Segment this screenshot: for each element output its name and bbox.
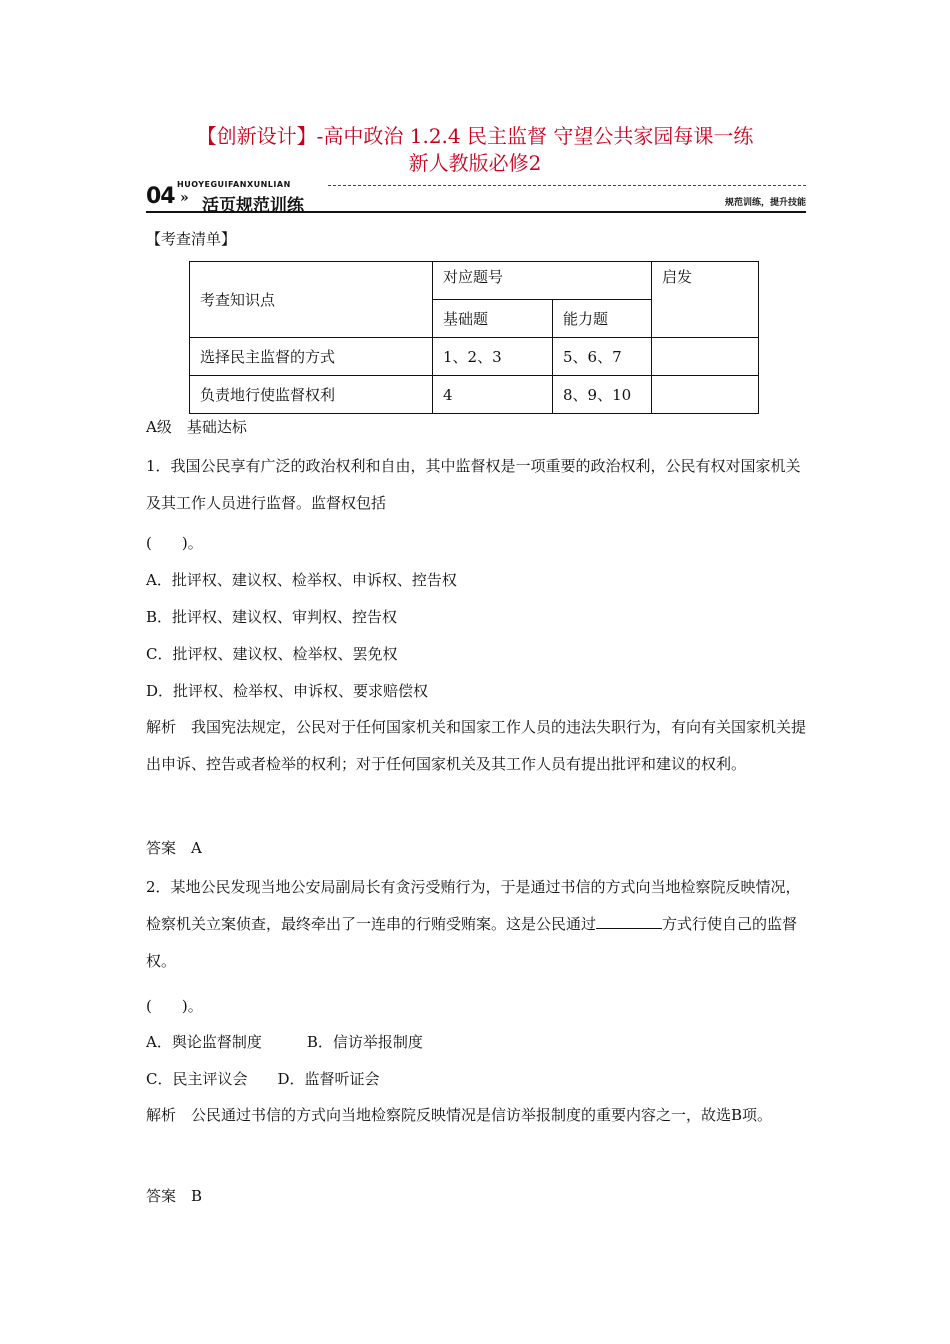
question-1-paren: ( )。 <box>146 534 203 552</box>
question-1-option-d: D．批评权、检举权、申诉权、要求赔偿权 <box>146 682 429 700</box>
chevron-icon: » <box>180 190 189 206</box>
question-2-options-cd: C．民主评议会 D．监督听证会 <box>146 1070 380 1088</box>
row-topic: 选择民主监督的方式 <box>190 338 433 376</box>
row-basic: 4 <box>433 376 553 414</box>
table-row <box>190 376 759 414</box>
question-1-option-c: C．批评权、建议权、检举权、罢免权 <box>146 645 398 663</box>
row-hint <box>652 338 759 376</box>
table-row <box>190 338 759 376</box>
header-hint: 启发 <box>652 262 759 338</box>
header-topic: 考查知识点 <box>190 262 433 338</box>
level-heading: A级 基础达标 <box>146 418 247 436</box>
checklist-table <box>189 261 759 414</box>
banner-rule <box>146 211 806 213</box>
row-hint <box>652 376 759 414</box>
question-1-answer: 答案 A <box>146 839 202 857</box>
question-2-stem-after: 方式行使自己的监督权。 <box>146 915 798 970</box>
document-title-line2: 新人教版必修2 <box>408 151 542 175</box>
question-1-option-b: B．批评权、建议权、审判权、控告权 <box>146 608 398 626</box>
document-title-line1: 【创新设计】-高中政治 1.2.4 民主监督 守望公共家园每课一练 <box>196 124 754 148</box>
question-1-analysis: 解析 我国宪法规定，公民对于任何国家机关和国家工作人员的违法失职行为，有向有关国家机关提出申诉、控告或者检举的权利；对于任何国家机关及其工作人员有提出批评和建议的权利。 <box>146 718 807 773</box>
header-ability: 能力题 <box>553 300 652 338</box>
section-heading: 活页规范训练 <box>202 196 304 216</box>
question-2-options-ab: A．舆论监督制度 B．信访举报制度 <box>146 1033 423 1051</box>
question-1-option-a: A．批评权、建议权、检举权、申诉权、控告权 <box>146 571 457 589</box>
question-2-stem-before: 2．某地公民发现当地公安局副局长有贪污受贿行为，于是通过书信的方式向当地检察院反映情况，检察机关立案侦查，最终牵出了一连串的行贿受贿案。这是公民通过 <box>146 878 801 933</box>
question-2-analysis: 解析 公民通过书信的方式向当地检察院反映情况是信访举报制度的重要内容之一，故选B项。 <box>146 1106 773 1124</box>
section-banner <box>146 180 806 216</box>
row-basic: 1、2、3 <box>433 338 553 376</box>
section-slogan: 规范训练，提升技能 <box>724 198 806 208</box>
answer-blank <box>596 914 662 929</box>
question-1-stem: 1．我国公民享有广泛的政治权利和自由，其中监督权是一项重要的政治权利，公民有权对国家机关及其工作人员进行监督。监督权包括 <box>146 457 801 512</box>
question-2-paren: ( )。 <box>146 997 203 1015</box>
row-topic: 负责地行使监督权利 <box>190 376 433 414</box>
header-basic: 基础题 <box>433 300 553 338</box>
row-ability: 5、6、7 <box>553 338 652 376</box>
row-ability: 8、9、10 <box>553 376 652 414</box>
section-number: 04 <box>146 184 175 209</box>
dashed-divider <box>328 185 806 186</box>
checklist-label: 【考查清单】 <box>146 230 237 248</box>
question-2-stem <box>146 869 806 980</box>
header-numbers: 对应题号 <box>433 262 652 300</box>
question-2-answer: 答案 B <box>146 1187 203 1205</box>
section-pinyin: HUOYEGUIFANXUNLIAN <box>177 180 291 189</box>
